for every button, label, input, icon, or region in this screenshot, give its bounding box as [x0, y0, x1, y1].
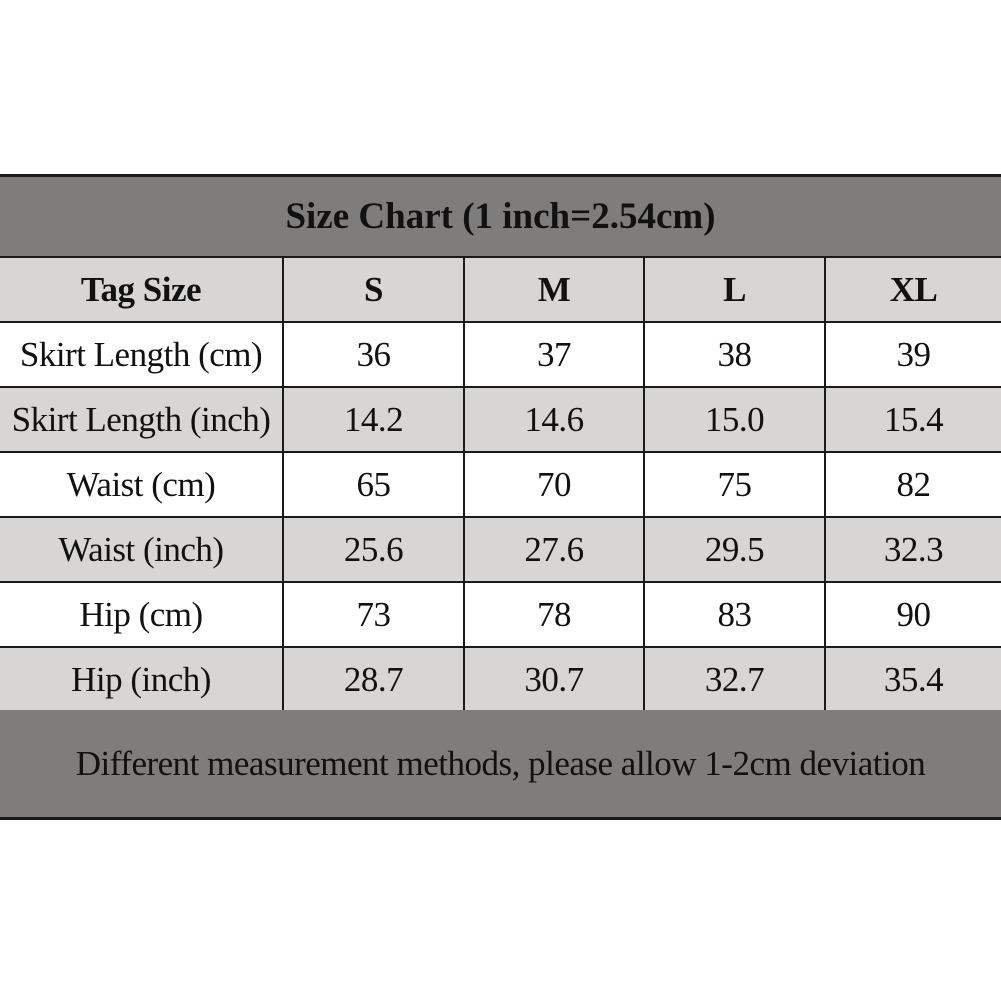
table-cell: 83: [644, 582, 825, 647]
table-cell: 75: [644, 452, 825, 517]
header-cell: XL: [825, 258, 1001, 322]
table-cell: 25.6: [283, 517, 464, 582]
row-label: Hip (inch): [0, 647, 283, 712]
table-cell: 36: [283, 322, 464, 387]
table-cell: 70: [464, 452, 644, 517]
table-row: [0, 517, 1001, 582]
table-cell: 90: [825, 582, 1001, 647]
table-cell: 78: [464, 582, 644, 647]
table-row: [0, 322, 1001, 387]
table-cell: 14.2: [283, 387, 464, 452]
table-cell: 29.5: [644, 517, 825, 582]
table-cell: 65: [283, 452, 464, 517]
table-cell: 35.4: [825, 647, 1001, 712]
table-row: [0, 647, 1001, 712]
table-cell: 73: [283, 582, 464, 647]
table-cell: 14.6: [464, 387, 644, 452]
chart-title: Size Chart (1 inch=2.54cm): [0, 177, 1001, 258]
row-label: Hip (cm): [0, 582, 283, 647]
table-cell: 27.6: [464, 517, 644, 582]
table-cell: 30.7: [464, 647, 644, 712]
header-cell: Tag Size: [0, 258, 283, 322]
table-cell: 38: [644, 322, 825, 387]
table-cell: 15.4: [825, 387, 1001, 452]
row-label: Skirt Length (cm): [0, 322, 283, 387]
table-cell: 32.3: [825, 517, 1001, 582]
table-row: [0, 387, 1001, 452]
header-cell: S: [283, 258, 464, 322]
size-chart: [0, 174, 1001, 820]
table-cell: 82: [825, 452, 1001, 517]
table-row: [0, 452, 1001, 517]
row-label: Waist (cm): [0, 452, 283, 517]
table-cell: 37: [464, 322, 644, 387]
header-cell: M: [464, 258, 644, 322]
row-label: Waist (inch): [0, 517, 283, 582]
table-header-row: [0, 258, 1001, 322]
table-cell: 32.7: [644, 647, 825, 712]
table-row: [0, 582, 1001, 647]
size-table: [0, 258, 1001, 713]
table-cell: 28.7: [283, 647, 464, 712]
table-cell: 15.0: [644, 387, 825, 452]
header-cell: L: [644, 258, 825, 322]
row-label: Skirt Length (inch): [0, 387, 283, 452]
deviation-note: Different measurement methods, please allow 1-2cm deviation: [0, 710, 1001, 817]
table-cell: 39: [825, 322, 1001, 387]
